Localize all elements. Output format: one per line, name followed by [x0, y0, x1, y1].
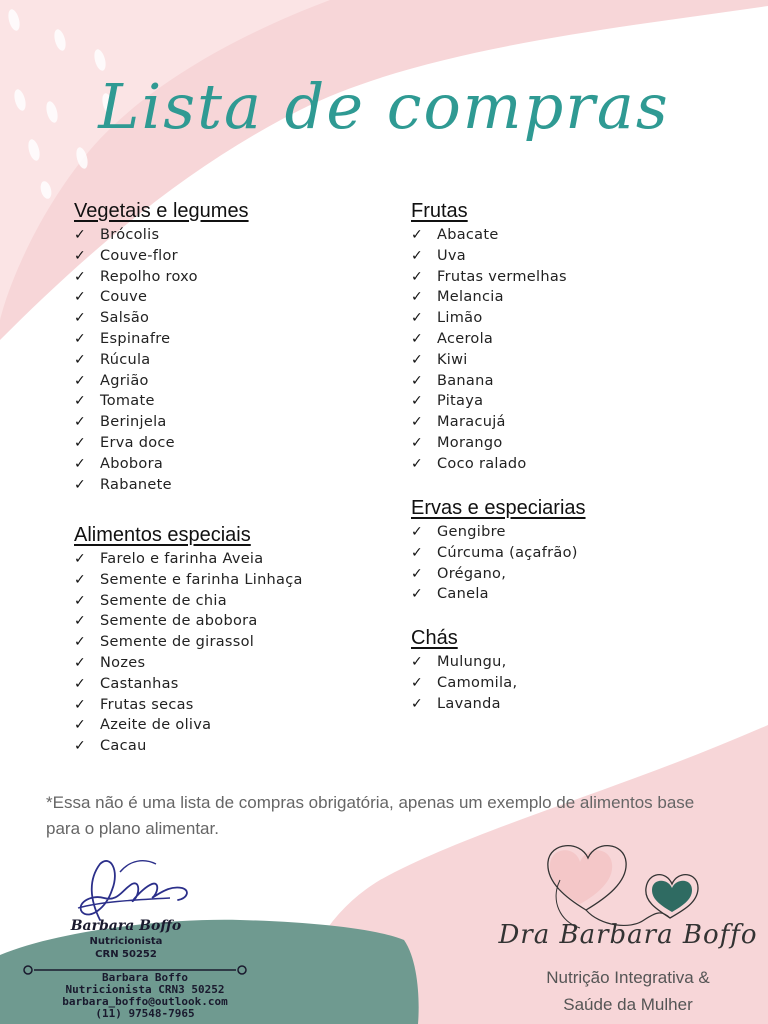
check-icon: ✓ [74, 247, 87, 264]
section-chas [411, 626, 517, 714]
list-item [411, 433, 567, 454]
check-icon: ✓ [74, 351, 87, 368]
item-label: Frutas vermelhas [437, 268, 567, 285]
check-icon: ✓ [74, 551, 87, 567]
item-label: Castanhas [100, 675, 179, 692]
page-title: Lista de compras [98, 70, 670, 143]
footnote: *Essa não é uma lista de compras obrigatória, apenas um exemplo de alimentos base para o plano alimentar. [46, 793, 695, 838]
check-icon: ✓ [74, 696, 87, 713]
check-icon: ✓ [74, 434, 87, 451]
list-item [74, 412, 249, 433]
list-item [74, 371, 249, 392]
check-icon: ✓ [411, 565, 424, 582]
section-heading: Frutas [411, 200, 468, 222]
list-item [74, 549, 303, 570]
check-icon: ✓ [74, 592, 87, 609]
item-label: Salsão [100, 310, 150, 327]
list-item [411, 371, 567, 392]
check-icon: ✓ [411, 393, 424, 410]
brand-tagline: Saúde da Mulher [563, 995, 693, 1014]
check-icon: ✓ [74, 654, 87, 671]
item-label: Espinafre [100, 330, 171, 347]
list-item [411, 454, 567, 475]
check-icon: ✓ [411, 674, 424, 691]
list-item [74, 308, 249, 329]
check-icon: ✓ [411, 695, 424, 712]
list-item [74, 611, 303, 632]
check-icon: ✓ [74, 289, 87, 306]
list-item [74, 632, 303, 653]
check-icon: ✓ [411, 227, 424, 243]
item-label: Rúcula [100, 351, 151, 368]
section-alimentos-especiais [74, 523, 303, 757]
list-item [411, 225, 567, 246]
check-icon: ✓ [74, 227, 87, 243]
item-label: Abobora [100, 455, 164, 472]
item-label: Semente de chia [100, 592, 227, 609]
list-item [411, 329, 567, 350]
item-label: Semente de abobora [100, 613, 258, 630]
item-label: Cacau [100, 738, 147, 755]
brand-tagline: Nutrição Integrativa & [546, 968, 710, 987]
brand-logo [490, 840, 768, 1024]
section-heading: Alimentos especiais [74, 524, 251, 546]
stamp-line: Barbara Boffo [101, 971, 189, 984]
section-heading: Vegetais e legumes [74, 200, 249, 222]
list-item [74, 287, 249, 308]
check-list [411, 652, 517, 714]
item-label: Frutas secas [100, 696, 194, 713]
check-icon: ✓ [74, 393, 87, 410]
stamp-line: Nutricionista CRN3 50252 [65, 983, 225, 996]
check-icon: ✓ [411, 434, 424, 451]
list-item [411, 350, 567, 371]
section-heading: Chás [411, 627, 458, 649]
item-label: Lavanda [437, 695, 501, 712]
check-list [411, 522, 586, 605]
list-item [411, 584, 586, 605]
item-label: Agrião [100, 372, 149, 389]
check-icon: ✓ [74, 571, 87, 588]
list-item [74, 350, 249, 371]
section-heading: Ervas e especiarias [411, 497, 586, 519]
item-label: Semente de girassol [100, 634, 255, 651]
stamp-line: (11) 97548-7965 [95, 1007, 195, 1020]
list-item [411, 287, 567, 308]
check-icon: ✓ [74, 675, 87, 692]
check-icon: ✓ [74, 738, 87, 755]
list-item [411, 652, 517, 673]
check-icon: ✓ [74, 634, 87, 651]
check-icon: ✓ [411, 268, 424, 285]
item-label: Gengibre [437, 524, 506, 540]
item-label: Tomate [100, 393, 155, 410]
list-item [74, 736, 303, 757]
list-item [74, 246, 249, 267]
list-item [411, 522, 586, 543]
check-icon: ✓ [74, 717, 87, 734]
item-label: Uva [437, 247, 466, 264]
item-label: Mulungu, [437, 654, 507, 670]
item-label: Canela [437, 586, 489, 603]
item-label: Acerola [437, 330, 494, 347]
check-icon: ✓ [411, 544, 424, 561]
check-icon: ✓ [411, 586, 424, 603]
list-item [74, 267, 249, 288]
brand-name: Dra Barbara Boffo [498, 920, 758, 950]
list-item [74, 570, 303, 591]
list-item [74, 391, 249, 412]
item-label: Semente e farinha Linhaça [100, 571, 303, 588]
item-label: Morango [437, 434, 503, 451]
check-icon: ✓ [411, 372, 424, 389]
check-icon: ✓ [74, 372, 87, 389]
item-label: Limão [437, 310, 483, 327]
item-label: Banana [437, 372, 494, 389]
item-label: Cúrcuma (açafrão) [437, 544, 578, 561]
stamp-line: barbara_boffo@outlook.com [62, 995, 228, 1008]
check-icon: ✓ [411, 414, 424, 431]
list-item [411, 412, 567, 433]
list-item [74, 454, 249, 475]
item-label: Rabanete [100, 476, 172, 493]
section-ervas-especiarias [411, 496, 586, 605]
list-item [74, 329, 249, 350]
check-icon: ✓ [74, 268, 87, 285]
check-icon: ✓ [411, 310, 424, 327]
list-item [411, 673, 517, 694]
list-item [411, 246, 567, 267]
list-item [74, 433, 249, 454]
item-label: Berinjela [100, 414, 167, 431]
list-item [411, 391, 567, 412]
item-label: Couve [100, 289, 148, 306]
check-icon: ✓ [411, 524, 424, 540]
check-icon: ✓ [411, 289, 424, 306]
signature-title: Nutricionista [89, 936, 163, 947]
check-icon: ✓ [411, 351, 424, 368]
item-label: Melancia [437, 289, 504, 306]
check-icon: ✓ [74, 310, 87, 327]
list-item [74, 715, 303, 736]
item-label: Farelo e farinha Aveia [100, 551, 264, 567]
section-vegetais [74, 199, 249, 495]
check-icon: ✓ [411, 330, 424, 347]
signature-crn: CRN 50252 [95, 949, 157, 960]
item-label: Abacate [437, 227, 499, 243]
item-label: Coco ralado [437, 455, 527, 472]
check-icon: ✓ [411, 654, 424, 670]
list-item [411, 543, 586, 564]
item-label: Camomila, [437, 674, 518, 691]
check-icon: ✓ [74, 476, 87, 493]
list-item [74, 695, 303, 716]
list-item [74, 674, 303, 695]
item-label: Azeite de oliva [100, 717, 212, 734]
list-item [411, 564, 586, 585]
check-icon: ✓ [74, 414, 87, 431]
item-label: Brócolis [100, 227, 160, 243]
item-label: Couve-flor [100, 247, 178, 264]
list-item [411, 267, 567, 288]
check-list [74, 225, 249, 495]
list-item [74, 653, 303, 674]
item-label: Orégano, [437, 565, 507, 582]
check-icon: ✓ [411, 247, 424, 264]
list-item [74, 591, 303, 612]
signature-name: Barbara Boffo [70, 918, 182, 934]
check-list [74, 549, 303, 757]
check-icon: ✓ [74, 613, 87, 630]
item-label: Kiwi [437, 351, 468, 368]
check-icon: ✓ [74, 330, 87, 347]
item-label: Repolho roxo [100, 268, 198, 285]
check-list [411, 225, 567, 475]
list-item [74, 225, 249, 246]
item-label: Maracujá [437, 414, 506, 431]
item-label: Pitaya [437, 393, 484, 410]
section-frutas [411, 199, 567, 475]
list-item [411, 308, 567, 329]
item-label: Erva doce [100, 434, 175, 451]
check-icon: ✓ [74, 455, 87, 472]
signature-block [0, 850, 270, 1024]
list-item [411, 694, 517, 715]
item-label: Nozes [100, 654, 146, 671]
list-item [74, 475, 249, 496]
check-icon: ✓ [411, 455, 424, 472]
